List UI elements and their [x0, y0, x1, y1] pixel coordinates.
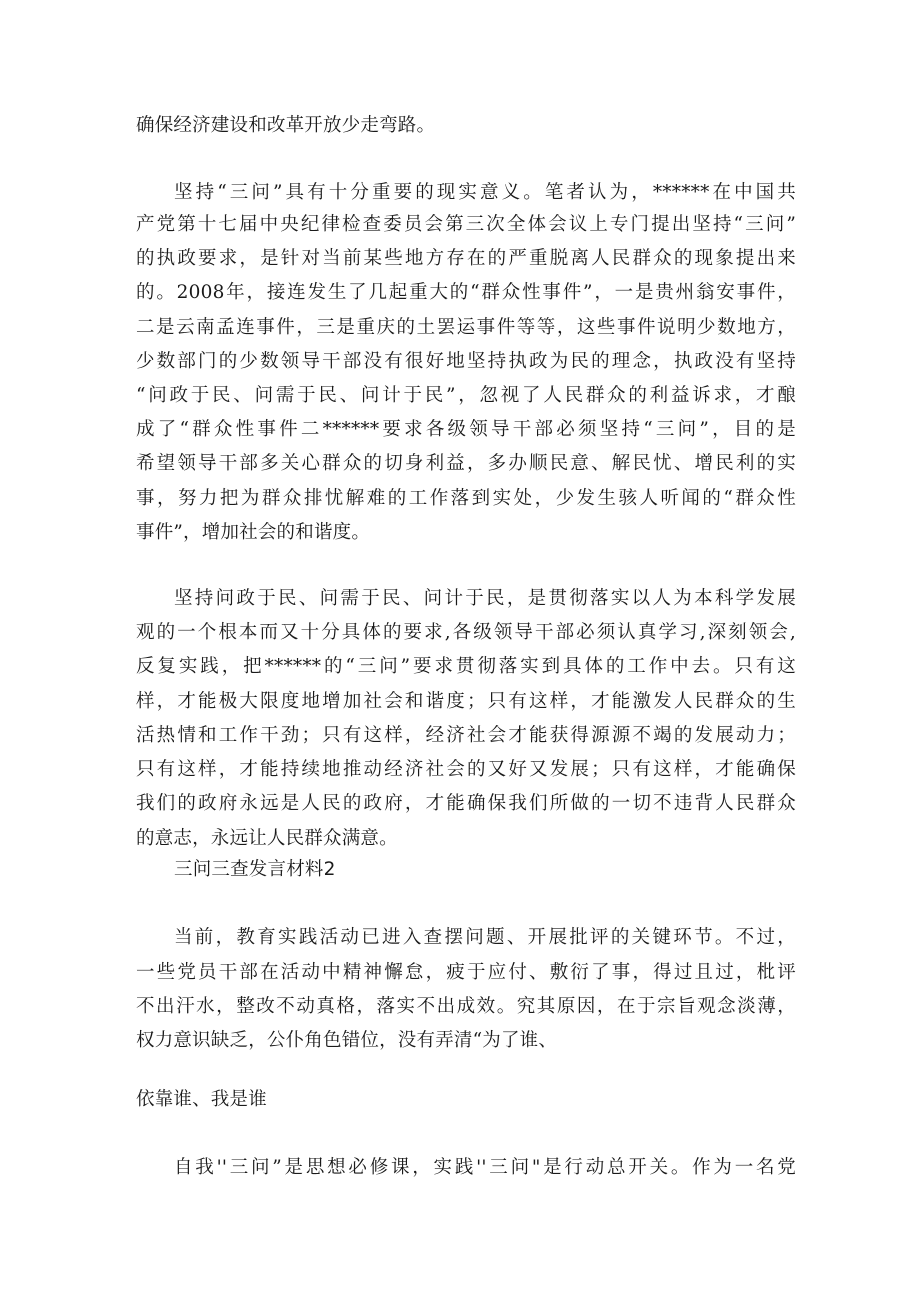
- paragraph-line: 成了“群众性事件二******要求各级领导干部必须坚持“三问”，目的是: [136, 419, 796, 440]
- paragraph-line: 活热情和工作干劲；只有这样，经济社会才能获得源源不竭的发展动力；: [136, 725, 796, 746]
- paragraph-line: 坚持问政于民、问需于民、问计于民，是贯彻落实以人为本科学发展: [174, 588, 796, 609]
- paragraph-line: 依靠谁、我是谁: [136, 1089, 267, 1110]
- paragraph-line: “问政于民、问需于民、问计于民”，忽视了人民群众的利益诉求，才酿: [136, 385, 796, 406]
- paragraph-line: 只有这样，才能持续地推动经济社会的又好又发展；只有这样，才能确保: [136, 759, 796, 780]
- paragraph-line: 确保经济建设和改革开放少走弯路。: [136, 115, 436, 136]
- paragraph-line: 样，才能极大限度地增加社会和谐度；只有这样，才能激发人民群众的生: [136, 691, 796, 712]
- paragraph-line: 事件”，增加社会的和谐度。: [136, 522, 371, 543]
- paragraph-line: 产党第十七届中央纪律检查委员会第三次全体会议上专门提出坚持“三问”: [136, 214, 796, 235]
- paragraph-line: 权力意识缺乏，公仆角色错位，没有弄清“为了谁、: [136, 1030, 558, 1051]
- paragraph-line: 的执政要求，是针对当前某些地方存在的严重脱离人民群众的现象提出来: [136, 248, 796, 269]
- paragraph-line: 二是云南孟连事件，三是重庆的土罢运事件等等，这些事件说明少数地方，: [136, 317, 796, 338]
- paragraph-line: 反复实践，把******的“三问”要求贯彻落实到具体的工作中去。只有这: [136, 656, 796, 677]
- paragraph-line: 当前，教育实践活动已进入查摆问题、开展批评的关键环节。不过，: [174, 927, 796, 948]
- paragraph-line: 的意志，永远让人民群众满意。: [136, 828, 398, 849]
- section-heading: 三问三查发言材料2: [174, 859, 336, 880]
- paragraph-line: 坚持“三问”具有十分重要的现实意义。笔者认为，******在中国共: [174, 182, 796, 203]
- paragraph-line: 的。2008年，接连发生了几起重大的“群众性事件”，一是贵州翁安事件，: [136, 282, 796, 303]
- paragraph-line: 不出汗水，整改不动真格，落实不出成效。究其原因，在于宗旨观念淡薄，: [136, 996, 796, 1017]
- paragraph-line: 希望领导干部多关心群众的切身利益，多办顺民意、解民忧、增民利的实: [136, 453, 796, 474]
- paragraph-line: 一些党员干部在活动中精神懈怠，疲于应付、敷衍了事，得过且过，枇评: [136, 962, 796, 983]
- paragraph-line: 少数部门的少数领导干部没有很好地坚持执政为民的理念，执政没有坚持: [136, 351, 796, 372]
- paragraph-line: 自我''三问”是思想必修课，实践''三问"是行动总开关。作为一名党: [174, 1157, 796, 1178]
- paragraph-line: 我们的政府永远是人民的政府，才能确保我们所做的一切不违背人民群众: [136, 793, 796, 814]
- paragraph-line: 事，努力把为群众排忧解难的工作落到实处，少发生骇人听闻的“群众性: [136, 488, 796, 509]
- paragraph-line: 观的一个根本而又十分具体的要求,各级领导干部必须认真学习,深刻领会,: [136, 622, 796, 643]
